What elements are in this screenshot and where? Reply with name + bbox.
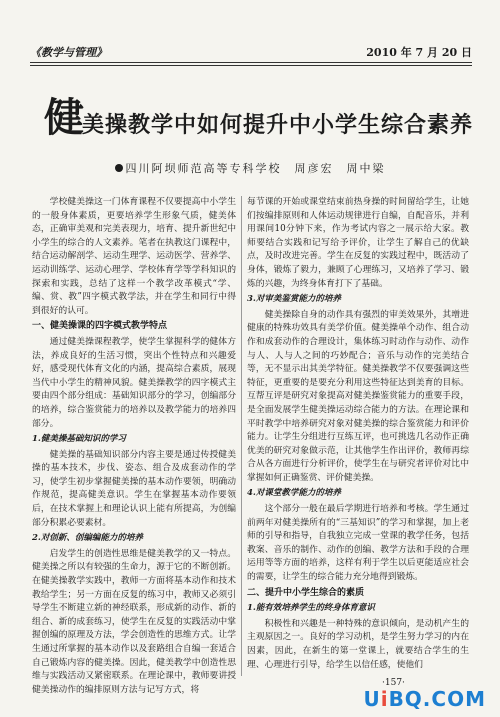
subsection-heading: 1.能有效培养学生的终身体育意识 bbox=[247, 603, 375, 614]
subsection-heading: 2.对创新、创编编能力的培养 bbox=[32, 533, 143, 544]
journal-name: 《教学与管理》 bbox=[30, 46, 107, 59]
header-rule-bottom bbox=[30, 65, 472, 66]
left-column bbox=[32, 196, 236, 695]
subsection-heading: 3.对审美鉴赏能力的培养 bbox=[247, 294, 341, 305]
title-first-char: 健 bbox=[44, 94, 84, 141]
body-paragraph: 积极性和兴趣是一种特殊的意识倾向，是动机产生的主观原因之一。良好的学习动机，是学生努力学习的内在因素，因此，在新生的第一堂课上，就要结合学生的生理、心理进行引导，给学生以信任感，使他们 bbox=[247, 618, 469, 670]
body-paragraph: 每节课的开始或课堂结束前热身操的时间留给学生，让她们按编排原则和人体运动规律进行自编，自配音乐，并利用课间10分钟下来，作为考试内容之一展示给大家。教师要结合实践和记写给予评价，让学生了解自己的优缺点，及时改进完善。学生在反复的实践过程中，既活动了身体，锻炼了毅力，兼顾了心理练习，又培养了学习、锻炼的兴趣，为终身体育打下了基础。 bbox=[247, 197, 469, 289]
title-text: 美操教学中如何提升中小学生综合素养 bbox=[82, 113, 474, 138]
body-paragraph: 健美操的基础知识部分内容主要是通过传授健美操的基本技术，步伐、姿态、组合及成套动作的学习，使学生初步掌握健美操的基本动作要领，明确动作规范，提高健美意识。学生在掌握基本动作要领后，在技术掌握上和理论认识上能有所提高，为创编部分积累必要素材。 bbox=[32, 449, 236, 528]
subsection-heading: 4.对课堂教学能力的培养 bbox=[247, 488, 341, 499]
section-heading: 二、提升中小学生综合的素质 bbox=[247, 587, 365, 598]
subsection-heading: 1.健美操基础知识的学习 bbox=[32, 434, 126, 445]
body-paragraph: 启发学生的创造性思维是健美教学的又一特点。健美操之所以有较强的生命力，源于它的不断创新。在健美操教学实践中，教师一方面将基本动作和技术教给学生；另一方面在反复的练习中，教师又必须引导学生不断建立新的神经联系，形成新的动作、新的组合、新的成套练习，使学生在反复的实践活动中掌握创编的原理及方法，学会创造性的思维方式。让学生通过所掌握的基本动作以及套路组合自编一套适合自己锻炼内容的健美操。因此，健美教学中创造性思维与实践活动又紧密联系。在理论课中，教师要讲授健美操动作的编排原则方法与记写方式，将 bbox=[32, 548, 236, 695]
body-paragraph: 这个部分一般在最后学期进行培养和考核。学生通过前两年对健美操所有的“三基知识”的学习和掌握，加上老师的引导和指导，自我独立完成一堂课的教学任务，包括教案、音乐的制作、动作的创编、教学方法和手段的合理运用等等方面的培养，这样有利于学生以后更能适应社会的需要，让学生的综合能力充分地得到锻炼。 bbox=[247, 504, 469, 583]
right-column bbox=[247, 196, 469, 686]
authors-text: 四川阿坝师范高等专科学校 周彦宏 周中梁 bbox=[125, 162, 386, 175]
page-number: ·157· bbox=[382, 678, 405, 688]
bullet-icon bbox=[115, 164, 123, 172]
section-heading: 一、健美操课的四字模式教学特点 bbox=[32, 321, 168, 332]
intro-paragraph: 学校健美操这一门体育课程不仅要提高中小学生的一般身体素质，更要培养学生形象气质，健美体态，正确审美观和完美表现力，培育、提升新世纪中小学生的综合的人文素养。笔者在执教这门课程中，结合运动解剖学、运动生理学、运动医学、营养学、运动训练学、运动心理学、学校体育学等学科知识的探索和实践，总结了这样一个教学改革模式“学、编、赏、教”四字模式教学法，并在学生和同行中得到很好的认可。 bbox=[32, 197, 236, 316]
article-title bbox=[44, 94, 480, 150]
column-divider bbox=[241, 196, 242, 676]
body-paragraph: 通过健美操课程教学，使学生掌握科学的健体方法，养成良好的生活习惯，突出个性特点和兴趣爱好，感受现代体育文化的内涵，提高综合素质，展现当代中小学生的精神风貌。健美操教学的四字模式主要由四个部分组成：基础知识部分的学习，创编部分的培养，综合鉴赏能力的培养以及教学能力的培养四部分。 bbox=[32, 336, 236, 429]
author-line bbox=[0, 160, 500, 176]
header-rule-top bbox=[30, 62, 472, 63]
watermark-logo: UiBQ.COM bbox=[363, 687, 486, 711]
issue-date: 2010 年 7 月 20 日 bbox=[366, 46, 472, 59]
body-paragraph: 健美操除自身的动作具有强烈的审美效果外，其增进健康的特殊功效具有美学价值。健美操单个动作、组合动作和成套动作的合理设计，集体练习时动作与动作、动作与人、人与人之间的巧妙配合；音乐与动作的完美结合等，无不显示出其美学特征。健美操教学不仅要强调这些特征，更重要的是要充分利用这些特征达到美育的目标。互帮互评是研究对象提高对健美操鉴赏能力的重要手段，是全面发展学生健美操运动综合能力的方法。在理论课和平时教学中培养研究对象对健美操的综合鉴赏能力和评价能力。让学生分组进行互练互评，也可挑选几名动作正确优美的研究对象做示范，让其他学生作出评价，教师再综合从各方面进行分析评价，使学生在与研究者评价对比中掌握如何正确鉴赏、评价健美操。 bbox=[247, 309, 469, 483]
